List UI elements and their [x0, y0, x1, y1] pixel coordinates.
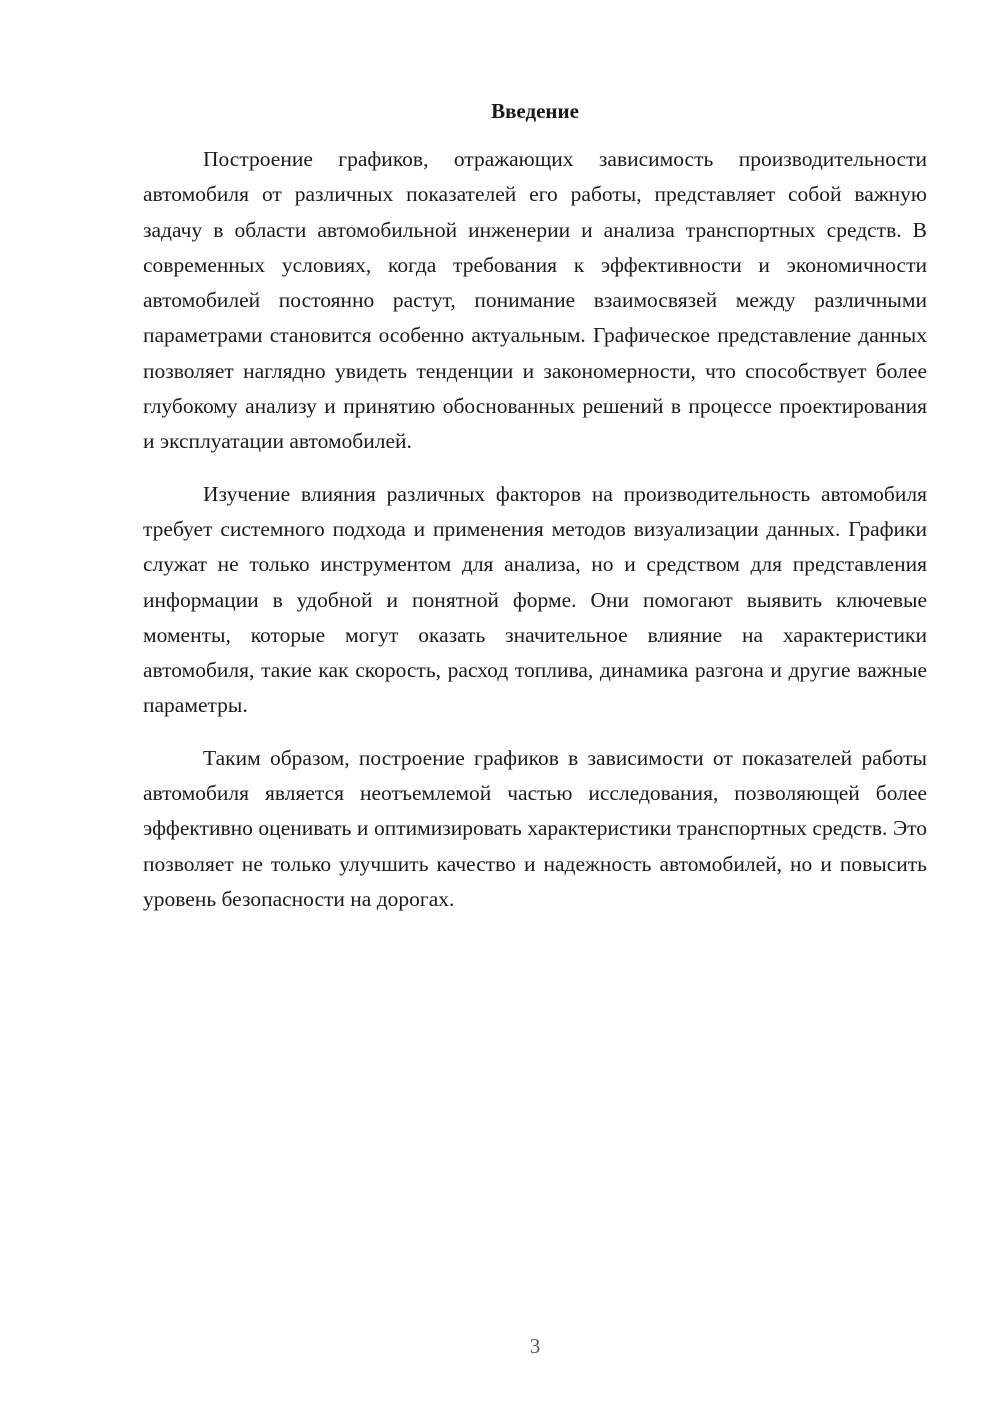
- body-text: [143, 142, 927, 934]
- section-heading: Введение: [491, 99, 579, 123]
- page-number: 3: [529, 1334, 541, 1358]
- paragraph-2: Изучение влияния различных факторов на производительность автомобиля требует системного подхода и применения методов визуализации данных. Графики служат не только инструментом для анализа, но и средством для представления информации в удобной и понятной форме. Они помогают выявить ключевые моменты, которые могут оказать значительное влияние на характеристики автомобиля, такие как скорость, расход топлива, динамика разгона и другие важные параметры.: [143, 481, 927, 718]
- paragraph-3: Таким образом, построение графиков в зависимости от показателей работы автомобиля является неотъемлемой частью исследования, позволяющей более эффективно оценивать и оптимизировать характеристики транспортных средств. Это позволяет не только улучшить качество и надежность автомобилей, но и повысить уровень безопасности на дорогах.: [143, 745, 927, 911]
- paragraph-1: Построение графиков, отражающих зависимость производительности автомобиля от различных показателей его работы, представляет собой важную задачу в области автомобильной инженерии и анализа транспортных средств. В современных условиях, когда требования к эффективности и экономичности автомобилей постоянно растут, понимание взаимосвязей между различными параметрами становится особенно актуальным. Графическое представление данных позволяет наглядно увидеть тенденции и закономерности, что способствует более глубокому анализу и принятию обоснованных решений в процессе проектирования и эксплуатации автомобилей.: [143, 147, 927, 454]
